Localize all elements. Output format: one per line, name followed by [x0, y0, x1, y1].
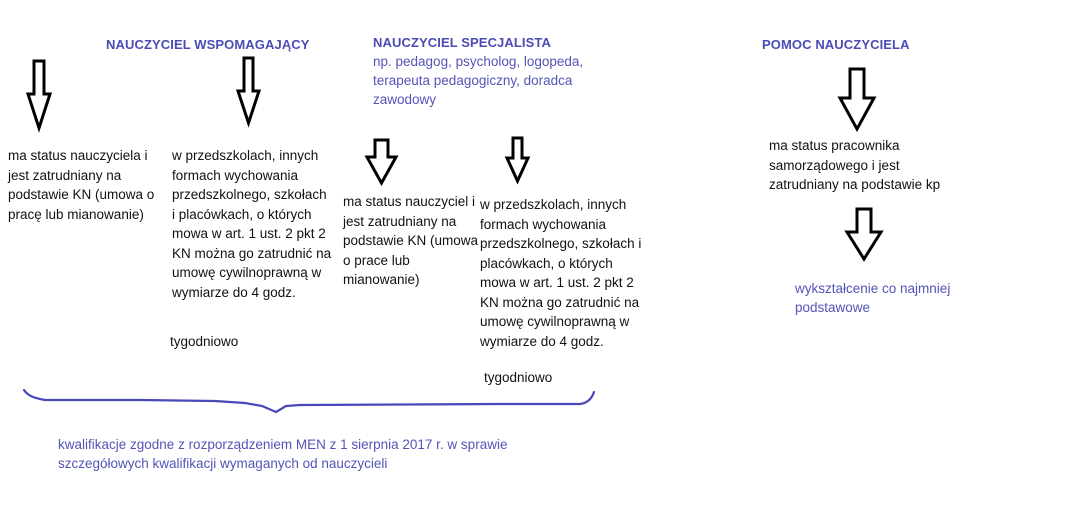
specjalista-examples: np. pedagog, psycholog, logopeda, terapeuta pedagogiczny, doradca zawodowy	[373, 54, 584, 107]
wspomagajacy-status-text: ma status nauczyciela i jest zatrudniany na podstawie KN (umowa o pracę lub mianowanie)	[8, 148, 155, 222]
qualifications-note: kwalifikacje zgodne z rozporządzeniem MEN z 1 sierpnia 2017 r. w sprawie szczegółowych kwalifikacji wymaganych od nauczycieli	[58, 437, 508, 471]
specjalista-contract-tail: tygodniowo	[484, 370, 553, 385]
wspomagajacy-contract-tail: tygodniowo	[170, 334, 239, 349]
wspomagajacy-contract-text: w przedszkolach, innych formach wychowania przedszkolnego, szkołach i placówkach, o których mowa w art. 1 ust. 2 pkt 2 KN można go zatrudnić na umowę cywilnoprawną w wymiarze do 4 godz.	[172, 148, 332, 300]
heading-pomoc-nauczyciela: POMOC NAUCZYCIELA	[762, 37, 910, 52]
heading-nauczyciel-wspomagajacy: NAUCZYCIEL WSPOMAGAJĄCY	[106, 37, 310, 52]
specjalista-contract-text: w przedszkolach, innych formach wychowania przedszkolnego, szkołach i placówkach, o których mowa w art. 1 ust. 2 pkt 2 KN można go zatrudnić na umowę cywilnoprawną w wymiarze do 4 godz.	[480, 197, 642, 349]
heading-nauczyciel-specjalista: NAUCZYCIEL SPECJALISTA	[373, 35, 551, 50]
pomoc-education-text: wykształcenie co najmniej podstawowe	[795, 281, 951, 315]
pomoc-status-text: ma status pracownika samorządowego i jest zatrudniany na podstawie kp	[769, 138, 941, 192]
specjalista-status-text: ma status nauczyciel i jest zatrudniany na podstawie KN (umowa o prace lub mianowanie)	[343, 194, 479, 287]
